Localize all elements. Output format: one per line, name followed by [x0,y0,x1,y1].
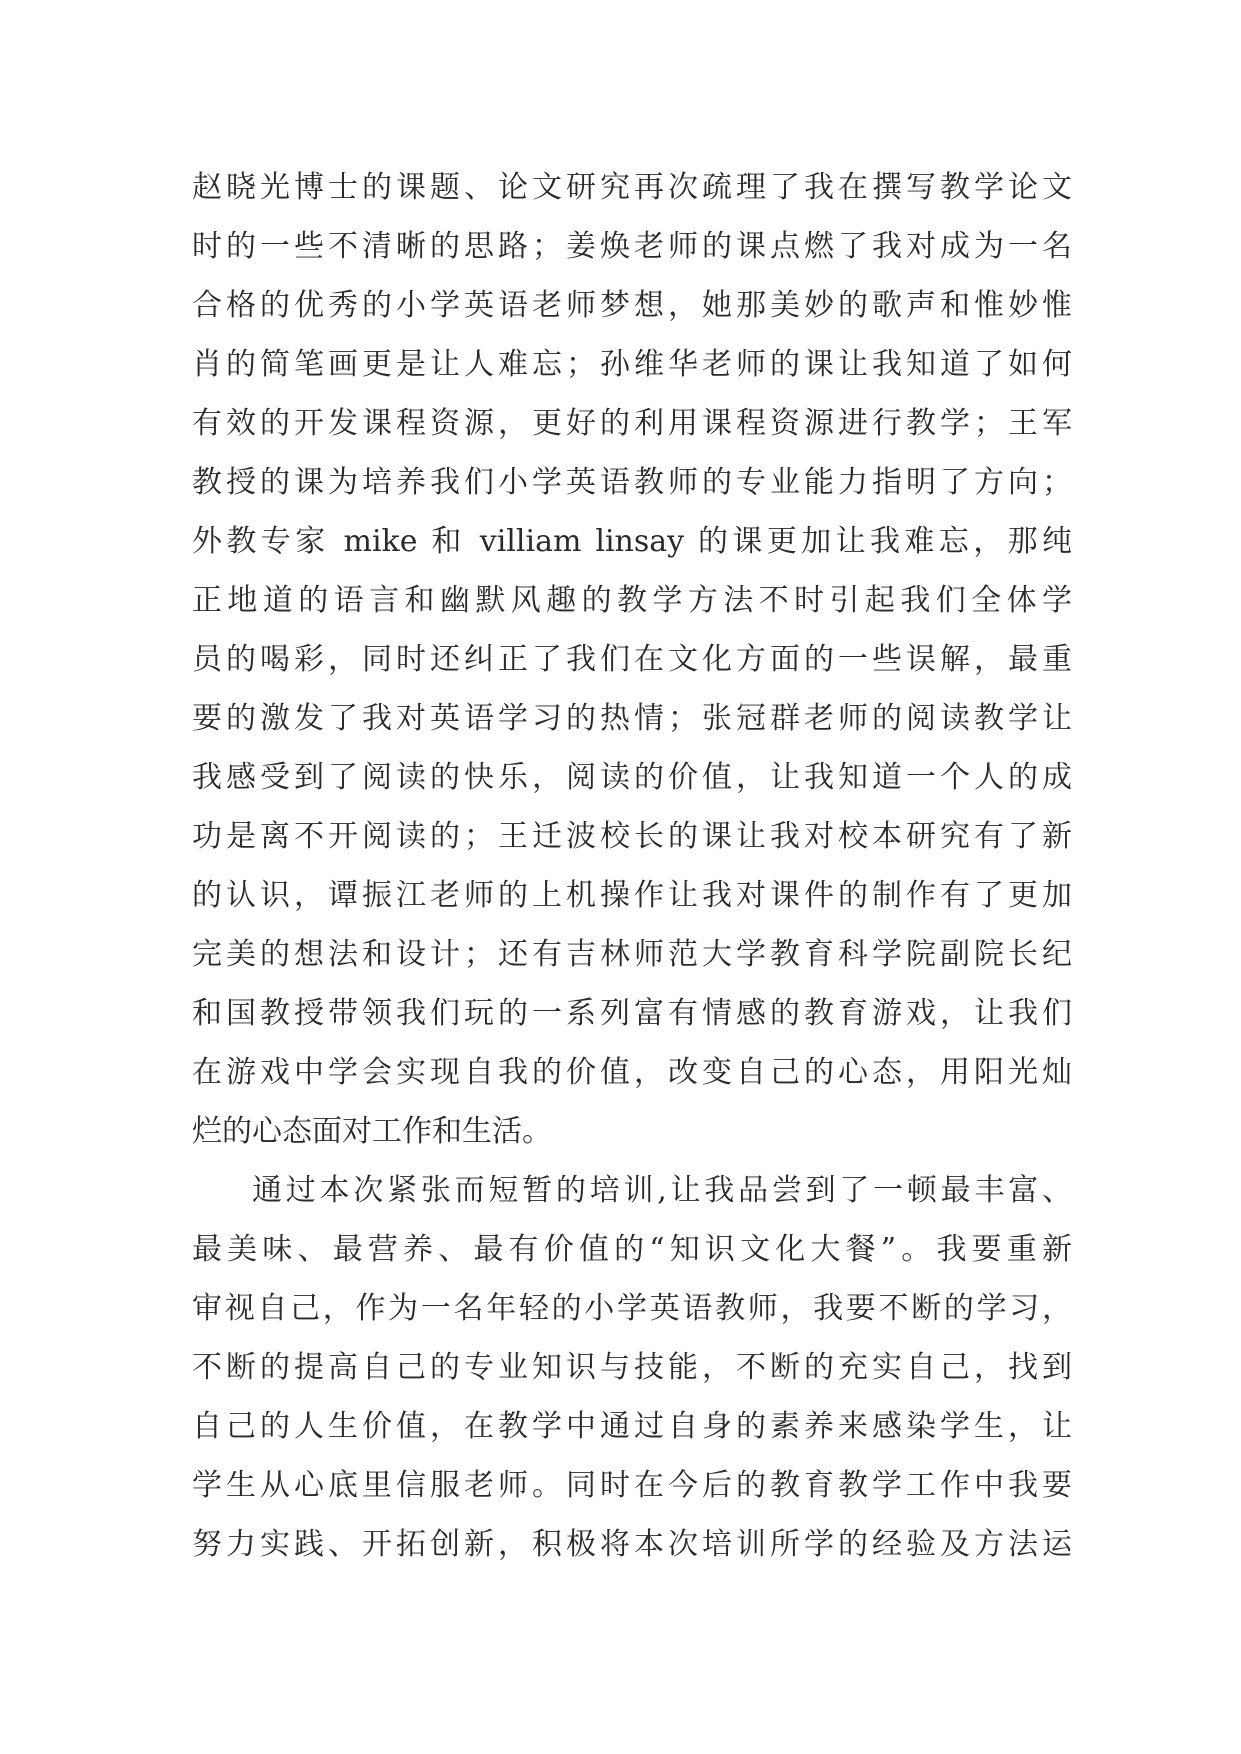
paragraph-1 [192,158,1072,1161]
text-line: 和国教授带领我们玩的一系列富有情感的教育游戏，让我们 [192,996,1072,1031]
text-line: 最美味、最营养、最有价值的“知识文化大餐”。我要重新 [192,1232,1072,1267]
text-line: 努力实践、开拓创新，积极将本次培训所学的经验及方法运 [192,1527,1072,1562]
text-line: 教授的课为培养我们小学英语教师的专业能力指明了方向； [192,465,1072,500]
text-line: 烂的心态面对工作和生活。 [192,1114,552,1149]
text-line: 有效的开发课程资源，更好的利用课程资源进行教学；王军 [192,406,1072,441]
text-line: 合格的优秀的小学英语老师梦想，她那美妙的歌声和惟妙惟 [192,288,1072,323]
text-line: 赵晓光博士的课题、论文研究再次疏理了我在撰写教学论文 [192,170,1072,205]
text-line: 不断的提高自己的专业知识与技能，不断的充实自己，找到 [192,1350,1072,1385]
text-line: 时的一些不清晰的思路；姜焕老师的课点燃了我对成为一名 [192,229,1072,264]
text-line: 外教专家 mike 和 villiam linsay 的课更加让我难忘，那纯 [192,524,1072,559]
text-line: 通过本次紧张而短暂的培训,让我品尝到了一顿最丰富、 [252,1173,1072,1208]
text-line: 正地道的语言和幽默风趣的教学方法不时引起我们全体学 [192,583,1072,618]
text-line: 肖的简笔画更是让人难忘；孙维华老师的课让我知道了如何 [192,347,1072,382]
body-text [192,158,1072,1574]
text-line: 我感受到了阅读的快乐，阅读的价值，让我知道一个人的成 [192,760,1072,795]
text-line: 审视自己，作为一名年轻的小学英语教师，我要不断的学习， [192,1291,1072,1326]
text-line: 自己的人生价值，在教学中通过自身的素养来感染学生，让 [192,1409,1072,1444]
paragraph-2 [192,1161,1072,1574]
text-line: 功是离不开阅读的；王迁波校长的课让我对校本研究有了新 [192,819,1072,854]
text-line: 要的激发了我对英语学习的热情；张冠群老师的阅读教学让 [192,701,1072,736]
text-line: 完美的想法和设计；还有吉林师范大学教育科学院副院长纪 [192,937,1072,972]
text-line: 学生从心底里信服老师。同时在今后的教育教学工作中我要 [192,1468,1072,1503]
text-line: 在游戏中学会实现自我的价值，改变自己的心态，用阳光灿 [192,1055,1072,1090]
text-line: 的认识，谭振江老师的上机操作让我对课件的制作有了更加 [192,878,1072,913]
text-line: 员的喝彩，同时还纠正了我们在文化方面的一些误解，最重 [192,642,1072,677]
